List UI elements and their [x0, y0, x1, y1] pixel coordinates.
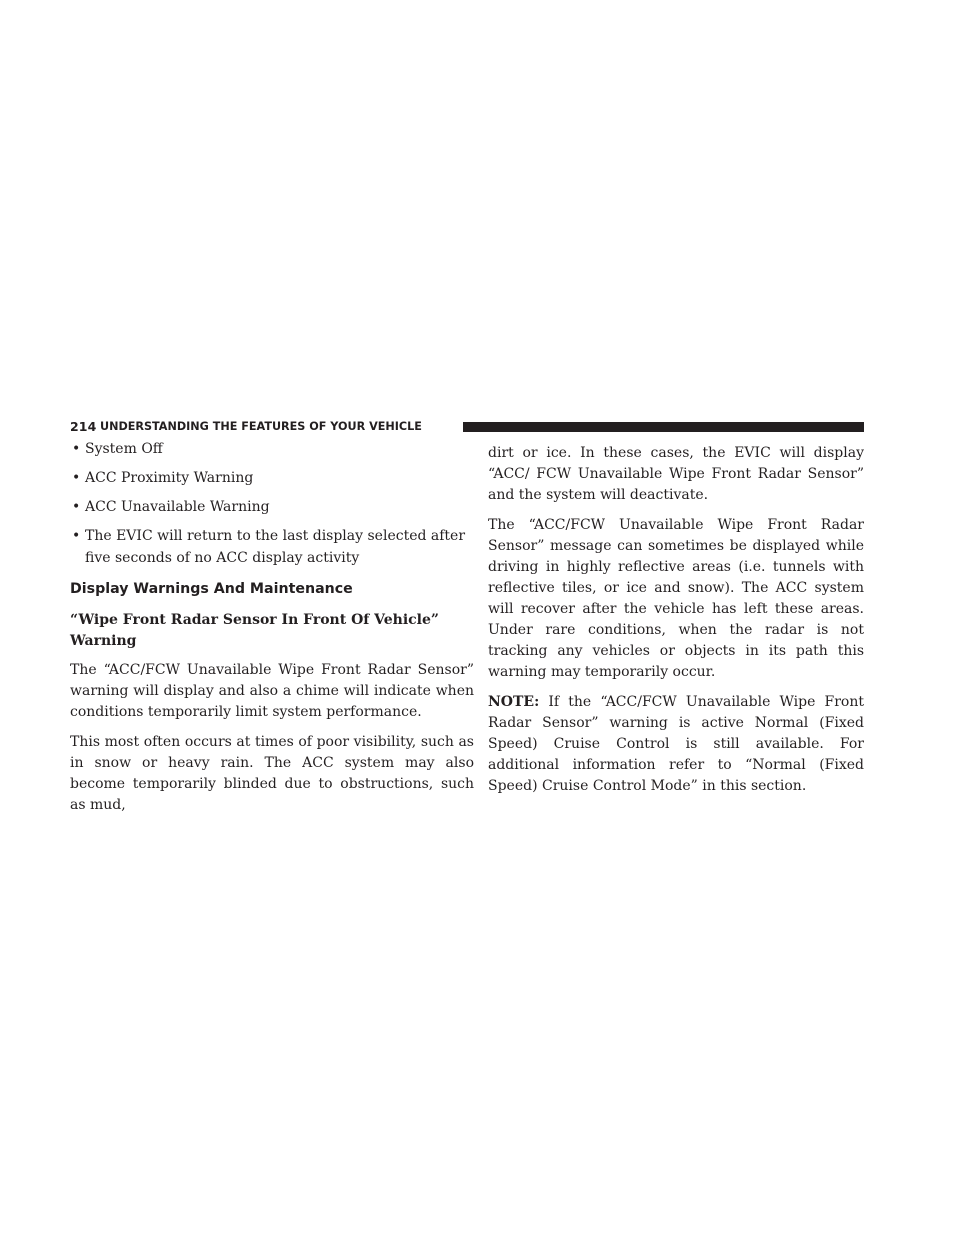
- bullet-list: [70, 438, 474, 569]
- body-paragraph: The “ACC/FCW Unavailable Wipe Front Radar Sensor” message can sometimes be displayed while driving in highly reflective areas (i.e. tunnels with reflective tiles, or ice and snow). The ACC system will recover after the vehicle has left these areas. Under rare conditions, when the radar is not tracking any vehicles or objects in its path this warning may temporarily occur.: [488, 517, 864, 680]
- subsection-heading: “Wipe Front Radar Sensor In Front Of Vehicle” Warning: [70, 612, 439, 649]
- note-paragraph: [488, 692, 864, 797]
- list-item: • The EVIC will return to the last display selected after five seconds of no ACC display activity: [70, 525, 474, 569]
- list-item: • ACC Unavailable Warning: [70, 496, 474, 518]
- page-number: 214: [70, 419, 97, 434]
- body-paragraph: dirt or ice. In these cases, the EVIC will display “ACC/ FCW Unavailable Wipe Front Radar Sensor” and the system will deactivate.: [488, 445, 864, 503]
- bullet-icon: •: [72, 528, 81, 544]
- header-rule-bar: [463, 422, 864, 432]
- list-item: • System Off: [70, 438, 474, 460]
- bullet-icon: •: [72, 470, 81, 486]
- bullet-icon: •: [72, 441, 81, 457]
- bullet-icon: •: [72, 499, 81, 515]
- note-label: NOTE:: [488, 694, 540, 710]
- page-header: [70, 419, 864, 435]
- left-column: [70, 438, 474, 825]
- section-heading: Display Warnings And Maintenance: [70, 581, 353, 597]
- body-paragraph: This most often occurs at times of poor visibility, such as in snow or heavy rain. The ACC system may also become temporarily blinded due to obstructions, such as mud,: [70, 734, 474, 813]
- section-title: UNDERSTANDING THE FEATURES OF YOUR VEHICLE: [100, 420, 422, 433]
- note-text: If the “ACC/FCW Unavailable Wipe Front Radar Sensor” warning is active Normal (Fixed Speed) Cruise Control is still available. For additional information refer to “Normal (Fixed Speed) Cruise Control Mode” in this section.: [488, 694, 864, 794]
- list-item: • ACC Proximity Warning: [70, 467, 474, 489]
- right-column: [488, 443, 864, 806]
- body-paragraph: The “ACC/FCW Unavailable Wipe Front Radar Sensor” warning will display and also a chime will indicate when conditions temporarily limit system performance.: [70, 662, 474, 720]
